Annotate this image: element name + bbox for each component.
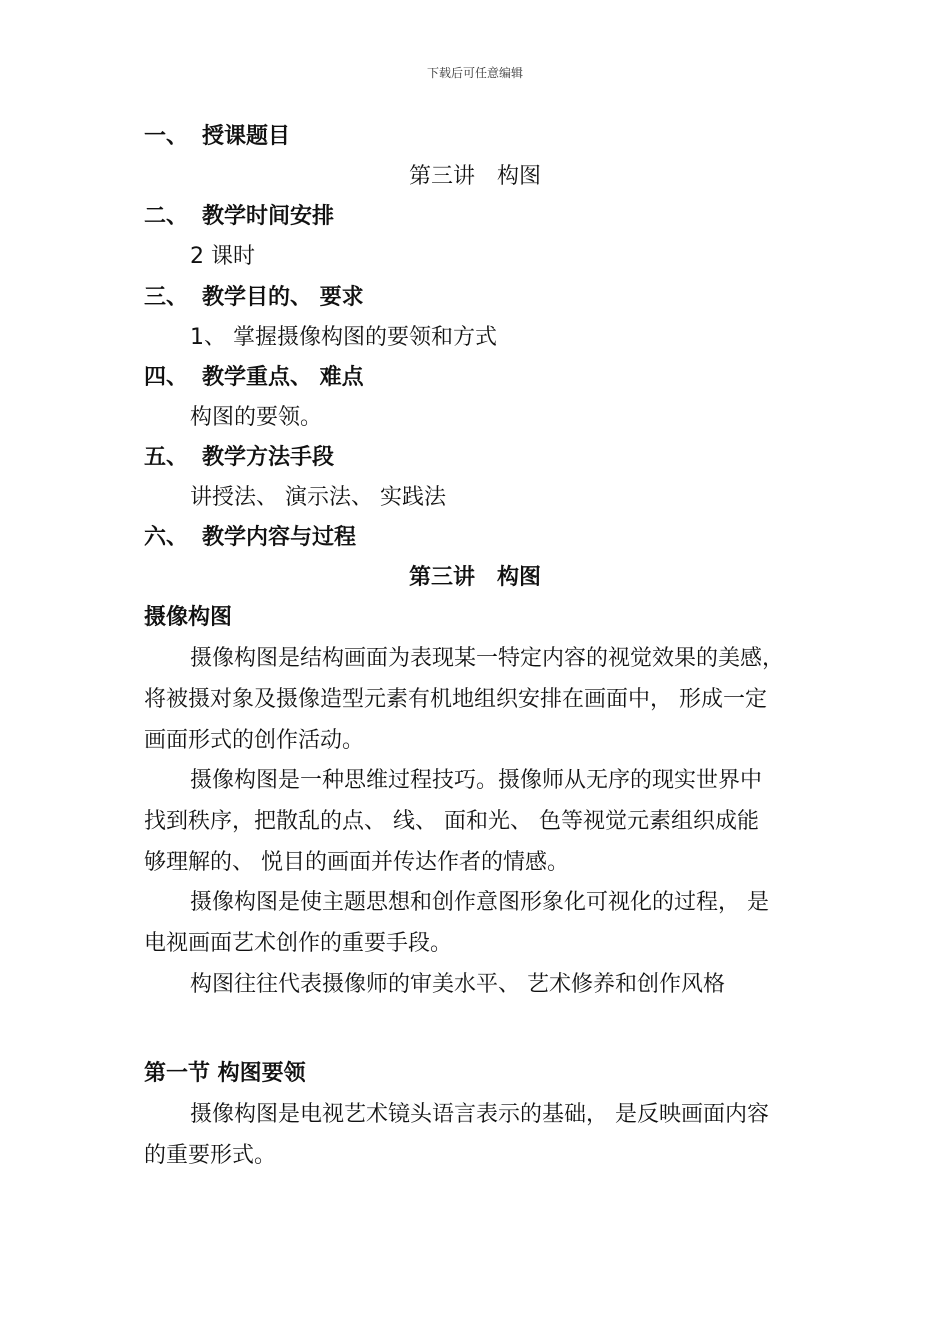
section-number: 四、 [144, 365, 189, 390]
paragraph-line: 摄像构图是使主题思想和创作意图形象化可视化的过程， 是 [190, 890, 769, 915]
section-title: 授课题目 [202, 124, 291, 149]
section-title: 教学内容与过程 [202, 525, 357, 550]
section-3-content: 1、 掌握摄像构图的要领和方式 [190, 325, 497, 350]
paragraph-3 [144, 882, 810, 964]
section-3-heading [144, 283, 810, 313]
section-4-heading [144, 363, 810, 393]
paragraph-line: 的重要形式。 [144, 1143, 277, 1168]
section-number: 五、 [144, 445, 189, 470]
paragraph-4 [144, 964, 810, 1005]
section-number: 三、 [144, 285, 189, 310]
paragraph-line: 画面形式的创作活动。 [144, 728, 365, 753]
section-2-content: 2 课时 [190, 244, 255, 269]
section-5-heading [144, 443, 810, 473]
paragraph-2 [144, 760, 810, 883]
paragraph-line: 构图往往代表摄像师的审美水平、 艺术修养和创作风格 [190, 972, 725, 997]
section-4-content: 构图的要领。 [190, 405, 323, 430]
section-1-heading [144, 122, 810, 152]
section-title: 教学重点、 难点 [202, 365, 364, 390]
sub-heading: 摄像构图 [144, 605, 233, 630]
section-number: 二、 [144, 204, 189, 229]
paragraph-line: 电视画面艺术创作的重要手段。 [144, 931, 453, 956]
paragraph-line: 摄像构图是结构画面为表现某一特定内容的视觉效果的美感， [190, 646, 785, 671]
paragraph-line: 找到秩序，把散乱的点、 线、 面和光、 色等视觉元素组织成能 [144, 809, 759, 834]
section-number: 一、 [144, 124, 189, 149]
section-2-heading [144, 202, 810, 232]
paragraph-line: 够理解的、 悦目的画面并传达作者的情感。 [144, 850, 569, 875]
content-title: 第三讲 构图 [408, 565, 541, 590]
section-paragraph [144, 1094, 810, 1176]
section-6-heading [144, 523, 810, 553]
section-number: 六、 [144, 525, 189, 550]
paragraph-line: 将被摄对象及摄像造型元素有机地组织安排在画面中， 形成一定 [144, 687, 767, 712]
section-5-content: 讲授法、 演示法、 实践法 [190, 485, 446, 510]
paragraph-line: 摄像构图是一种思维过程技巧。摄像师从无序的现实世界中 [190, 768, 763, 793]
section-title: 教学目的、 要求 [202, 285, 364, 310]
page-header: 下载后可任意编辑 [426, 66, 523, 80]
paragraph-line: 摄像构图是电视艺术镜头语言表示的基础， 是反映画面内容 [190, 1102, 769, 1127]
section-title: 教学时间安排 [202, 204, 335, 229]
section-title: 教学方法手段 [202, 445, 335, 470]
paragraph-1 [144, 638, 810, 761]
lecture-title: 第三讲 构图 [408, 164, 541, 189]
section-heading: 第一节 构图要领 [144, 1061, 306, 1086]
